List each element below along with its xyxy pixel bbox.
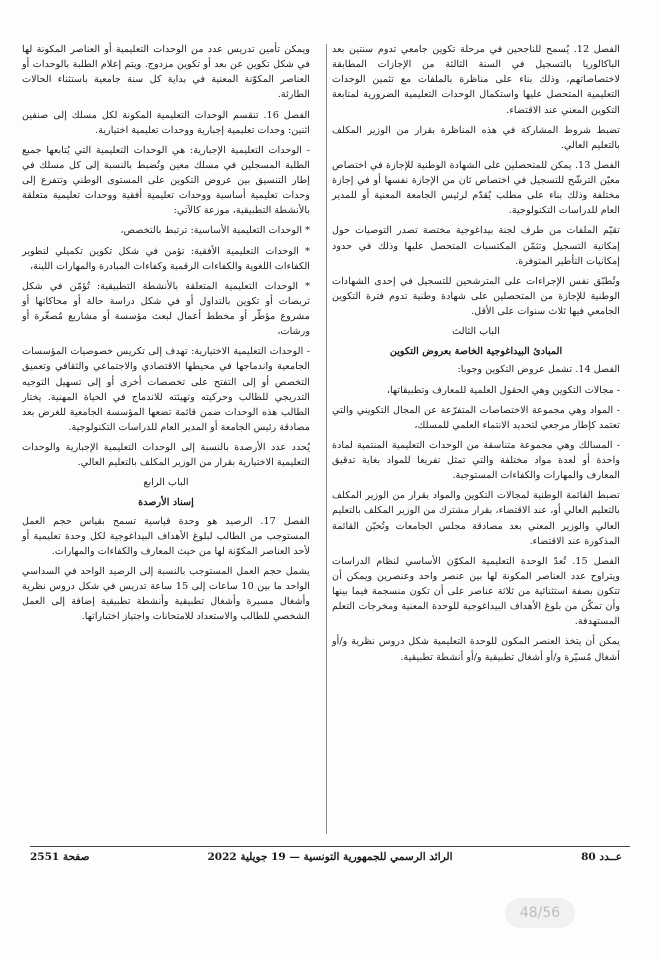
article-12: الفصل 12. يُسمح للناجحين في مرحلة تكوين جامعي تدوم سنتين بعد الباكالوريا بالتسجيل في السنة الثالثة من الإجازات المطابقة لاختصاصاتهم، وذلك بناء على مناظرة بالملفات مع تثمين الوحدات التعليمية المتحصل عليها واستكمال الوحدات التعليمية الضرورية لمتابعة التكوين المعني عند الاقتضاء. xyxy=(332,44,620,116)
publication-title: الرائد الرسمي للجمهورية التونسية — 19 جويلية 2022 xyxy=(207,851,453,863)
article-13: الفصل 13. يمكن للمتحصلين على الشهادة الوطنية للإجازة في اختصاص معيّن الترشّح للتسجيل في اختصاص ثان من الإجازة نفسها أو في إجازة مختلفة وذلك بناء على مطلب يُقدّم لرئيس الجامعة المعنية أو للمدير العام للدراسات التكنولوجية. xyxy=(332,159,620,217)
list-item: - مجالات التكوين وهي الحقول العلمية للمعارف وتطبيقاتها، xyxy=(386,384,620,396)
article-14: الفصل 14. تشمل عروض التكوين وجوبا: xyxy=(457,364,620,376)
chapter-label: الباب الثالث xyxy=(452,326,500,338)
paragraph: تقيّم الملفات من طرف لجنة بيداغوجية مختصة تصدر التوصيات حول إمكانية التسجيل وتثمّن المكتسبات المتحصل عليها وذلك في حدود إمكانيات التأطير المتوفرة. xyxy=(332,225,620,267)
right-column xyxy=(332,42,620,670)
list-item: * الوحدات التعليمية المتعلقة بالأنشطة التطبيقية: تُؤمّن في شكل تربصات أو تكوين بالتداول أو في شكل دراسة حالة أو محاكاتها أو مشروع مؤطّر أو مخطط أعمال لبعث مؤسسة أو مشاريع مُصغّرة أو ورشات، xyxy=(22,280,310,338)
chapter-label: الباب الرابع xyxy=(143,477,189,489)
column-divider xyxy=(326,44,327,834)
paragraph: يشمل حجم العمل المستوجب بالنسبة إلى الرصيد الواحد في السداسي الواحد ما بين 10 ساعات إلى 15 ساعة تدريس في شكل دروس نظرية وأشغال مسيرة وأشغال تطبيقية وأنشطة تطبيقية إضافة إلى العمل الشخصي للطالب والاستعداد للامتحانات واجتياز اختباراتها. xyxy=(22,565,310,623)
list-item: - الوحدات التعليمية الإجبارية: هي الوحدات التعليمية التي يُتابعها جميع الطلبة المسجلين في مسلك معين وتُضبط بالنسبة إلى كل مسلك في إطار التنسيق بين عروض التكوين على المستوى الوطني وتتفرع إلى وحدات تعليمية أساسية ووحدات تعليمية أفقية ووحدات تعليمية متعلقة بالأنشطة التطبيقية، موزعة كالآتي: xyxy=(22,144,310,217)
paragraph: يمكن أن يتخذ العنصر المكون للوحدة التعليمية شكل دروس نظرية و/أو أشغال مُسيّرة و/أو أشغال تطبيقية و/أو أنشطة تطبيقية. xyxy=(332,636,620,663)
paragraph: يُحدد عدد الأرصدة بالنسبة إلى الوحدات التعليمية الإجبارية والوحدات التعليمية الاختيارية بقرار من الوزير المكلف بالتعليم العالي. xyxy=(22,442,310,469)
left-column xyxy=(22,42,310,629)
paragraph: وتُطبّق نفس الإجراءات على المترشحين للتسجيل في إحدى الشهادات الوطنية للإجازة من المتحصلين على شهادة وطنية تدوم فترة التكوين الجامعي فيها ثلاث سنوات على الأقل. xyxy=(332,275,620,317)
list-item: - المواد وهي مجموعة الاختصاصات المتفرّعة عن المجال التكويني والتي تعتمد كإطار مرجعي لتحديد الانتماء العلمي للمسلك، xyxy=(332,404,620,431)
page-footer xyxy=(30,851,630,869)
page-indicator: 48/56 xyxy=(505,898,575,928)
article-16: الفصل 16. تنقسم الوحدات التعليمية المكونة لكل مسلك إلى صنفين اثنين: وحدات تعليمية إجبارية ووحدات تعليمية اختيارية. xyxy=(22,109,310,136)
page-number: صفحة 2551 xyxy=(30,851,90,863)
paragraph: تضبط القائمة الوطنية لمجالات التكوين والمواد بقرار من الوزير المكلف بالتعليم العالي أو، عند الاقتضاء، بقرار مشترك من الوزير المكلف بالتعليم العالي والوزير المعني بعد مصادقة مجلس الجامعات وتُحيّن القائمة المذكورة عند الاقتضاء. xyxy=(332,490,620,547)
list-item: * الوحدات التعليمية الأساسية: ترتبط بالتخصص، xyxy=(120,225,310,237)
article-17: الفصل 17. الرصيد هو وحدة قياسية تسمح بقياس حجم العمل المستوجب من الطالب لبلوغ الأهداف البيداغوجية لكل وحدة تعليمية أو لأحد العناصر المكوّنة لها من حيث المعارف والكفاءات والمهارات. xyxy=(22,515,310,557)
paragraph: ويمكن تأمين تدريس عدد من الوحدات التعليمية أو العناصر المكونة لها في شكل تكوين عن بعد أو تكوين مزدوج. ويتم إعلام الطلبة بالوحدات أو العناصر المكوّنة المعنية في بداية كل سنة جامعية باستثناء الحالات الطارئة. xyxy=(22,44,310,101)
list-item: - الوحدات التعليمية الاختيارية: تهدف إلى تكريس خصوصيات المؤسسات الجامعية واندماجها في محيطها الاقتصادي والاجتماعي والثقافي وتعميق التخصص أو إلى التفتح على تخصصات أخرى أو إلى تسهيل التوجيه التدريجي للطالب وحركيته وتهيئته للاندماج في الحياة المهنية. يختار الطالب هذه الوحدات ضمن قائمة تضعها المؤسسة الجامعية للغرض بعد مصادقة رئيس الجامعة أو المدير العام للدراسات التكنولوجية. xyxy=(22,346,310,433)
article-15: الفصل 15. تُعدّ الوحدة التعليمية المكوّن الأساسي لنظام الدراسات ويتراوح عدد العناصر المكونة لها بين عنصر واحد وعنصرين ويمكن أن تتكون بصفة استثنائية من ثلاثة عناصر على أن تكون منسجمة فيما بينها وأن تمكّن من بلوغ الأهداف البيداغوجية للوحدة المعنية ومخرجات التعلم المستهدفة. xyxy=(332,555,620,628)
list-item: * الوحدات التعليمية الأفقية: تؤمن في شكل تكوين تكميلي لتطوير الكفاءات اللغوية والكفاءات الرقمية وكفاءات المبادرة والمهارات اللينة، xyxy=(22,245,310,272)
list-item: - المسالك وهي مجموعة متناسقة من الوحدات التعليمية المنتمية لمادة واحدة أو لعدة مواد مختلفة والتي تمثل تفريعا للمواد بغاية تدقيق المعارف والمهارات والكفاءات المستوجبة. xyxy=(332,439,620,482)
chapter-title: المبادئ البيداغوجية الخاصة بعروض التكوين xyxy=(389,346,563,358)
footer-rule xyxy=(30,846,630,847)
issue-number: عــدد 80 xyxy=(581,851,622,863)
paragraph: تضبط شروط المشاركة في هذه المناظرة بقرار من الوزير المكلف بالتعليم العالي. xyxy=(332,124,620,151)
chapter-title: إسناد الأرصدة xyxy=(138,497,194,509)
